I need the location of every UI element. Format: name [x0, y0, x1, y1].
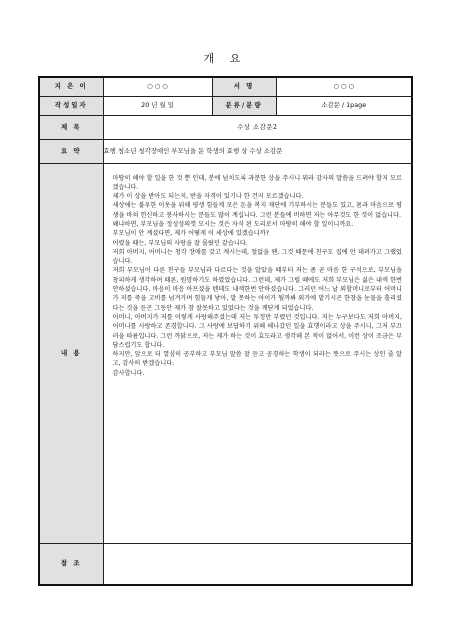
document-title: 개 요: [203, 52, 247, 65]
summary-value: 효행 청소년 청각장애인 부모님을 둔 학생의 효행 상 수상 소감문: [103, 139, 412, 163]
signature-label: 서 명: [212, 77, 276, 96]
category-label: 분류/분량: [212, 96, 276, 115]
content-label: 내 용: [39, 163, 103, 543]
content-paragraph: 세상에는 불우한 이웃을 위해 평생 힘들게 모은 돈을 복지 재단에 기부하시는 분들도 있고, 몸과 마음으로 평생을 바쳐 헌신하고 봉사하시는 분들도 많이 계십니다. 그런 분들에 비하면 저는 아무것도 한 것이 없습니다.: [112, 202, 402, 219]
subject-label: 제 목: [39, 115, 103, 139]
content-paragraph: 부모님이 안 계셨다면, 제가 어떻게 이 세상에 있겠습니까?: [112, 230, 269, 238]
date-label: 작성일자: [39, 96, 103, 115]
content-paragraph: 하지만, 앞으로 더 열심히 공부하고 부모님 말씀 잘 듣고 공경하는 학생이 되라는 뜻으로 주시는 상인 줄 알고, 감사히 받겠습니다.: [112, 351, 402, 368]
content-paragraph: 저희 아버지, 어머니는 청각 장애를 갖고 계시는데, 철없을 땐, 그것 때문에 친구도 집에 안 데려가고 그랬었습니다.: [112, 248, 402, 266]
signature-value: ○ ○ ○: [276, 77, 412, 96]
content-paragraph: 마땅히 해야 할 일을 한 것 뿐 인데, 분에 넘치도록 과분한 상을 주시니 뭐라 감사의 말씀을 드려야 할지 모르겠습니다.: [112, 174, 402, 191]
content-body: [103, 163, 412, 543]
reference-value: [103, 543, 412, 585]
date-value: 20 년 월 일: [103, 96, 212, 115]
content-paragraph: 저희 부모님이 다른 친구들 부모님과 다르다는 것을 알았을 때부터 저는 좀 곧 마음 한 구석으로, 부모님을 창피하게 생각하며 때론, 원망하기도 하였었습니다. 그런데, 제가 그럴 때에도 저희 부모님은 싫은 내색 한번 안하셨습니다. 마음이 마음 아프셨을 텐데도 내색한번 안하셨습니다. 그러던 어느 날 외할머니로부터 어머니가 저를 죽을 고비를 넘겨가며 힘들게 낳아, 말 못하는 아이가 될까봐 외가에 맡기시곤 한참을 눈물을 흘리셨다는 것을 듣곤 그동안 제가 참 잘못하고 있었다는 것을 깨닫게 되었습니다.: [112, 267, 402, 312]
content-paragraph: 왜냐하면, 부모님을 정성성의껏 모시는 것은 자식 된 도리로서 마땅히 해야 할 일이니까요.: [112, 220, 354, 228]
author-label: 지 은 이: [39, 77, 103, 96]
summary-label: 요 약: [39, 139, 103, 163]
author-value: ○ ○ ○: [103, 77, 212, 96]
content-paragraph: 어렸을 때는, 부모님의 사랑을 잘 몰랐던 같습니다.: [112, 239, 248, 247]
content-paragraph: 어머니, 아버지가 저를 이렇게 사랑해주셨는데 저는 투정만 부렸던 것입니다. 저는 누구보다도 저희 아버지, 어머니를 사랑하고 존경합니다. 그 사랑에 보답하기 위해 해나갔던 일을 효행이라고 상을 주시니, 그저 부끄러울 따름입니다. 그런 까닭으로, 저는 제가 하는 것이 효도라고 생각해 본 적이 없어서, 이런 상이 조금은 부담스럽기도 합니다.: [112, 313, 402, 349]
reference-label: 참 조: [39, 543, 103, 585]
content-paragraph: 감사합니다.: [112, 369, 145, 377]
category-value: 소감문 / 1page: [276, 96, 412, 115]
subject-value: 수상 소감문2: [103, 115, 412, 139]
overview-table: [38, 76, 413, 586]
content-paragraph: 제가 이 상을 받아도 되는지, 받을 자격이 있기나 한 건지 모르겠습니다.: [112, 193, 304, 201]
